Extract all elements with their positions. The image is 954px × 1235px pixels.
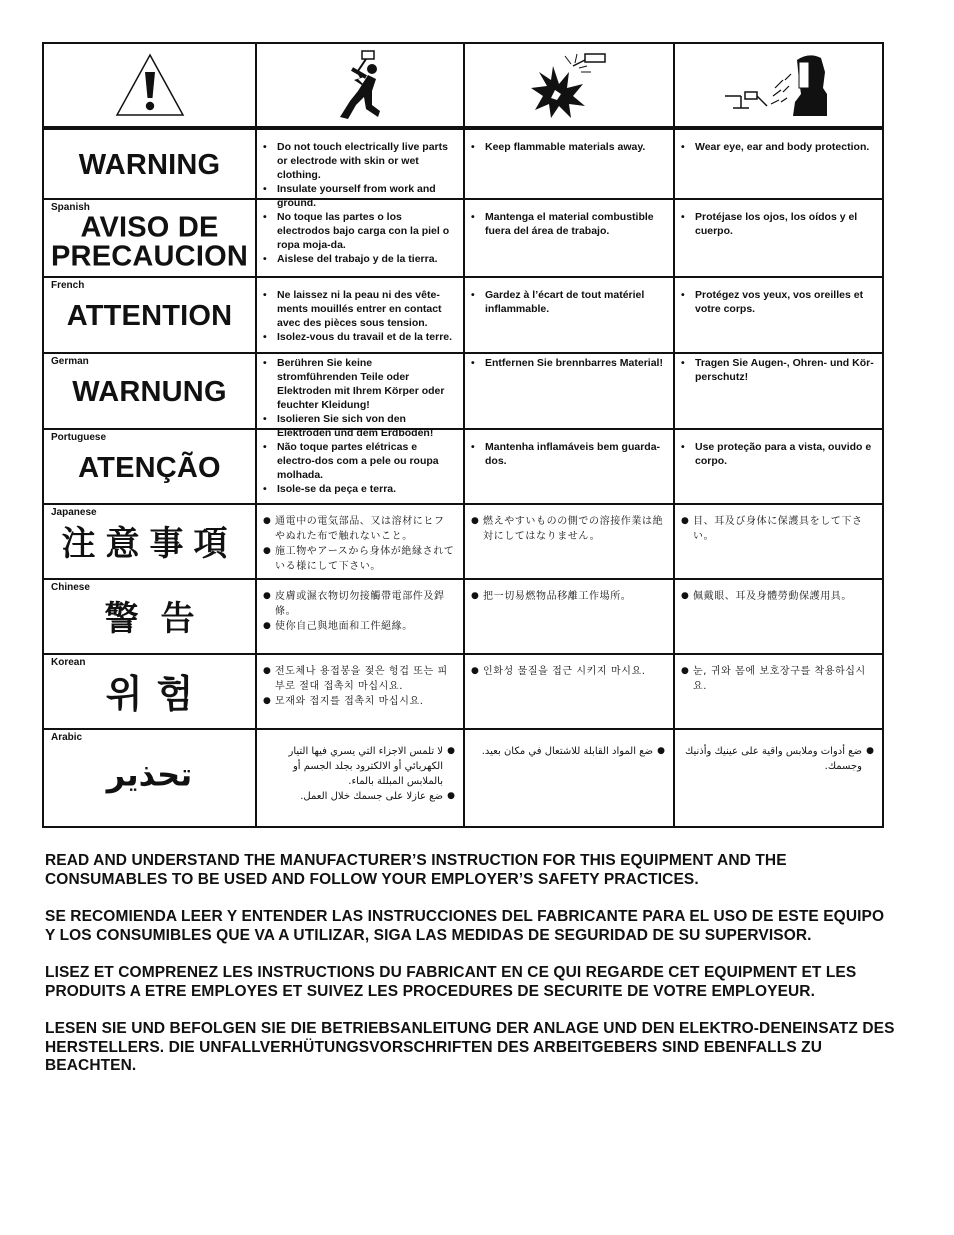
shock-text-cell [257,278,465,352]
warning-triangle-icon [114,52,186,118]
warning-row-portuguese [44,430,882,505]
shock-instruction: ● 皮膚或濕衣物切勿接觸帶電部件及銲條。 [275,589,455,619]
eye-instruction: • Protégez vos yeux, vos oreilles et votre corps. [695,288,874,316]
warning-word-cell [44,354,257,428]
warning-word-cell [44,130,257,198]
fire-icon-cell [465,44,675,126]
language-label: Spanish [51,202,90,213]
fire-text-cell [465,730,675,826]
warning-word: 위험 [105,671,208,716]
eye-text-cell [675,430,882,503]
fire-instruction: • Gardez à l’écart de tout matériel inflammable. [485,288,665,316]
warning-row-spanish [44,200,882,278]
eye-text-cell [675,730,882,826]
warning-word-line: AVISO DE [80,211,219,244]
shock-instruction: • Não toque partes elétricas e electro-dos com a pele ou roupa molhada. [277,440,455,482]
fire-instruction: ● 인화성 물질을 접근 시키지 마시요. [483,664,665,679]
shock-instruction: ● 施工物やアースから身体が絶縁されている様にして下さい。 [275,544,455,574]
fire-instruction: • Entfernen Sie brennbarres Material! [485,356,665,370]
language-label: Arabic [51,732,83,743]
eye-instruction: • Protéjase los ojos, los oídos y el cuerpo. [695,210,874,238]
fire-text-cell [465,278,675,352]
safety-warning-table [42,42,884,828]
fire-text-cell [465,505,675,578]
fire-text-cell [465,655,675,728]
warning-row-chinese [44,580,882,655]
fire-text-cell [465,200,675,276]
shock-instruction: ● 通電中の電気部品、又は溶材にヒフやぬれた布で触れないこと。 [275,514,455,544]
shock-instruction: • Do not touch electrically live parts or electrode with skin or wet clothing. [277,140,455,182]
fire-text-cell [465,130,675,198]
warning-word: تحذير [106,755,193,794]
eye-text-cell [675,580,882,653]
eye-text-cell [675,354,882,428]
shock-instruction: ● 모재와 접지를 접촉치 마십시요. [275,694,455,709]
notice-english: READ AND UNDERSTAND THE MANUFACTURER’S INSTRUCTION FOR THIS EQUIPMENT AND THE CONSUMABLES TO BE USED AND FOLLOW YOUR EMPLOYER’S SAFETY PRACTICES. [45,852,787,888]
shock-instruction: ● ضع عازلا على جسمك خلال العمل. [265,789,443,804]
fire-instruction: • Mantenha inflamáveis bem guarda-dos. [485,440,665,468]
shock-instruction: • No toque las partes o los electrodos bajo carga con la piel o ropa moja-da. [277,210,455,252]
shock-instruction: • Isolieren Sie sich von den Elektroden und dem Erdboden! [277,412,455,440]
eye-instruction: • Tragen Sie Augen-, Ohren- und Kör-perschutz! [695,356,874,384]
warning-word-line: PRECAUCION [51,240,248,273]
shock-instruction: • Ne laissez ni la peau ni des vête-ments mouillés entrer en contact avec des pièces sous tension. [277,288,455,330]
language-label: German [51,356,89,367]
warning-word-cell [44,430,257,503]
notice-german: LESEN SIE UND BEFOLGEN SIE DIE BETRIEBSANLEITUNG DER ANLAGE UND DEN ELEKTRO-DENEINSATZ DES HERSTELLERS. DIE UNFALLVERHÜTUNGSVORSCHRIFTEN DES ARBEITGEBERS SIND EBENFALLS ZU BEACHTEN. [45,1020,895,1074]
shock-text-cell [257,130,465,209]
shock-instruction: • Isolez-vous du travail et de la terre. [277,330,455,344]
warning-icon-cell [44,44,257,126]
notice-french: LISEZ ET COMPRENEZ LES INSTRUCTIONS DU FABRICANT EN CE QUI REGARDE CET EQUIPMENT ET LES PRODUITS A ETRE EMPLOYES ET SUIVEZ LES PROCEDURES DE SECURITE DE VOTRE EMPLOYEUR. [45,964,857,1000]
shock-text-cell [257,200,465,276]
shock-text-cell [257,354,465,439]
eye-text-cell [675,200,882,276]
shock-instruction: ● لا تلمس الاجزاء التي يسري فيها التيار الكهربائي أو الالكترود بجلد الجسم أو بالملابس المبللة بالماء. [265,744,443,789]
warning-row-korean [44,655,882,730]
warning-word: ATTENTION [66,299,233,332]
shock-text-cell [257,655,465,728]
warning-word-cell [44,200,257,276]
eye-text-cell [675,655,882,728]
eye-text-cell [675,130,882,198]
shock-text-cell [257,505,465,578]
warning-word-cell [44,655,257,728]
fire-instruction: ● ضع المواد القابلة للاشتعال في مكان بعيد. [473,744,653,759]
warning-word: ATENÇÃO [78,451,221,484]
fire-instruction: • Keep flammable materials away. [485,140,665,154]
language-label: French [51,280,85,291]
fire-instruction: • Mantenga el material combustible fuera del área de trabajo. [485,210,665,238]
shock-text-cell [257,730,465,826]
notice-spanish: SE RECOMIENDA LEER Y ENTENDER LAS INSTRUCCIONES DEL FABRICANTE PARA EL USO DE ESTE EQUIPO Y LOS CONSUMIBLES QUE VA A UTILIZAR, SIGA LAS MEDIDAS DE SEGURIDAD DE SU SUPERVISOR. [45,908,885,944]
language-label: Portuguese [51,432,107,443]
eye-instruction: ● 目、耳及び身体に保護具をして下さい。 [693,514,874,544]
eye-instruction: ● 눈, 귀와 몸에 보호장구를 착용하십시요. [693,664,874,694]
warning-row-french [44,278,882,354]
fire-text-cell [465,580,675,653]
eye-text-cell [675,278,882,352]
fire-text-cell [465,430,675,503]
warning-row-arabic [44,730,882,826]
eye-instruction: • Wear eye, ear and body protection. [695,140,874,154]
fire-instruction: ● 燃えやすいものの側での溶接作業は絶対にしてはなりません。 [483,514,665,544]
eye-instruction: • Use proteção para a vista, ouvido e corpo. [695,440,874,468]
eye-instruction: ● ضع أدوات وملابس واقية على عينيك وأذنيك وجسمك. [683,744,862,774]
shock-instruction: ● 使你自己與地面和工件絕緣。 [275,619,455,634]
warning-word [44,211,255,273]
language-label: Japanese [51,507,97,518]
eye-protection-icon-cell [675,44,882,126]
electric-shock-icon [322,49,398,121]
shock-text-cell [257,580,465,653]
eye-protection-icon [723,50,835,120]
warning-word: WARNING [78,148,221,181]
fire-explosion-icon [527,50,611,120]
fire-text-cell [465,354,675,428]
shock-icon-cell [257,44,465,126]
shock-instruction: • Isole-se da peça e terra. [277,482,455,496]
language-label: Chinese [51,582,90,593]
fire-instruction: ● 把一切易燃物品移離工作場所。 [483,589,665,604]
safety-notices [45,852,895,1095]
warning-word-cell [44,580,257,653]
warning-word: WARNUNG [72,375,227,408]
warning-word-cell [44,278,257,352]
eye-text-cell [675,505,882,578]
warning-word: 警告 [104,598,217,639]
shock-instruction: • Insulate yourself from work and ground. [277,182,455,210]
warning-word-cell [44,730,257,826]
shock-instruction: • Berühren Sie keine stromführenden Teile oder Elektroden mit Ihrem Körper oder feuchter Kleidung! [277,356,455,412]
shock-instruction: ● 전도체나 용접봉을 젖은 헝겁 또는 피부로 절대 접촉치 마십시요. [275,664,455,694]
warning-word: 注意事項 [61,523,238,564]
eye-instruction: ● 佩戴眼、耳及身體勞動保護用具。 [693,589,874,604]
shock-text-cell [257,430,465,503]
language-label: Korean [51,657,86,668]
shock-instruction: • Aislese del trabajo y de la tierra. [277,252,455,266]
warning-word-cell [44,505,257,578]
warning-row-japanese [44,505,882,580]
icon-header-row [44,44,882,130]
